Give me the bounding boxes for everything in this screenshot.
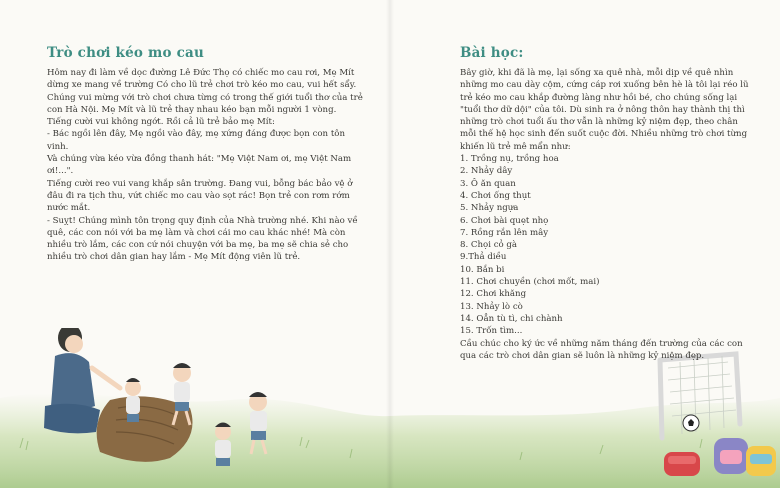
game-item: 6. Chơi bài quẹt nhọ (460, 215, 549, 226)
story-paragraph: - Bác ngồi lên đây, Mẹ ngồi vào đây, mẹ xứng đáng được bọn con tôn vinh. (47, 129, 345, 152)
game-item: 13. Nhảy lò cò (460, 301, 523, 312)
game-item: 5. Nhảy ngựa (460, 203, 519, 214)
story-paragraph: Và chúng vừa kéo vừa đồng thanh hát: "Mẹ Việt Nam ơi, mẹ Việt Nam ơi!...". (47, 154, 352, 177)
story-text (47, 67, 363, 264)
game-item: 10. Bắn bi (460, 264, 505, 275)
story-paragraph: - Suỵt! Chúng mình tôn trọng quy định của Nhà trường nhé. Khi nào về quê, các con nói với ba mẹ làm và chơi cái mo cau khác nhé! Mà còn nhiều trò lắm, các con cứ nói chuyện với ba mẹ, ba mẹ sẽ chia sẻ cho nhiều trò chơi dân gian hay lắm - Mẹ Mít động viên lũ trẻ. (47, 215, 358, 263)
game-item: 8. Chọi cỏ gà (460, 240, 518, 251)
right-page (390, 0, 780, 488)
game-item: 2. Nhảy dây (460, 166, 513, 177)
game-item: 12. Chơi khăng (460, 289, 527, 300)
lesson-intro: Bây giờ, khi đã là mẹ, lại sống xa quê nhà, mỗi dịp về quê nhìn những mo cau dày cộm, cứng cáp rơi xuống bên hè là tôi lại réo lũ trẻ kéo mo cau khắp đường làng như hồi bé, cho chúng sống lại "tuổi thơ dữ dội" của tôi. Dù sinh ra ở nông thôn hay thành thị thì những trò chơi tuổi ấu thơ vẫn là những kỷ niệm đẹp, theo chân mỗi thế hệ học sinh đến suốt cuộc đời. Nhiều những trò chơi từng khiến lũ trẻ mê mẩn như: (460, 68, 749, 152)
story-paragraph: Tiếng cười reo vui vang khắp sân trường. Đang vui, bỗng bác bảo vệ ở đâu đi ra tịch thu, vứt chiếc mo cau vào sọt rác! Bọn trẻ con rơm rớm nước mắt. (47, 178, 353, 214)
game-item: 14. Oẳn tù tì, chi chành (460, 313, 563, 324)
game-item: 1. Trồng nụ, trồng hoa (460, 154, 559, 165)
game-item: 3. Ô ăn quan (460, 178, 516, 189)
game-item: 4. Chơi ống thụt (460, 190, 531, 201)
lesson-title: Bài học: (460, 45, 524, 62)
games-list (460, 153, 750, 337)
closing-wish: Cầu chúc cho ký ức về những năm tháng đến trường của các con qua các trò chơi dân gian sẽ luôn là những kỷ niệm đẹp. (460, 338, 743, 361)
game-item: 15. Trốn tìm... (460, 326, 523, 337)
left-page-title: Trò chơi kéo mo cau (47, 45, 204, 62)
lesson-text (460, 67, 750, 362)
game-item: 7. Rồng rắn lên mây (460, 227, 549, 238)
game-item: 9.Thả diều (460, 252, 507, 263)
story-paragraph: Hôm nay đi làm về dọc đường Lê Đức Thọ có chiếc mo cau rơi, Mẹ Mít dừng xe mang về trường Có cho lũ trẻ chơi trò kéo mo cau, vui hết sẩy. Chúng vui mừng với trò chơi chưa từng có trong thế giới tuổi thơ của trẻ con Hà Nội. Mẹ Mít và lũ trẻ thay nhau kéo bạn mỗi người 1 vòng. Tiếng cười vui không ngớt. Rồi cả lũ trẻ bảo mẹ Mít: (47, 68, 363, 128)
game-item: 11. Chơi chuyền (chơi mốt, mai) (460, 277, 600, 288)
